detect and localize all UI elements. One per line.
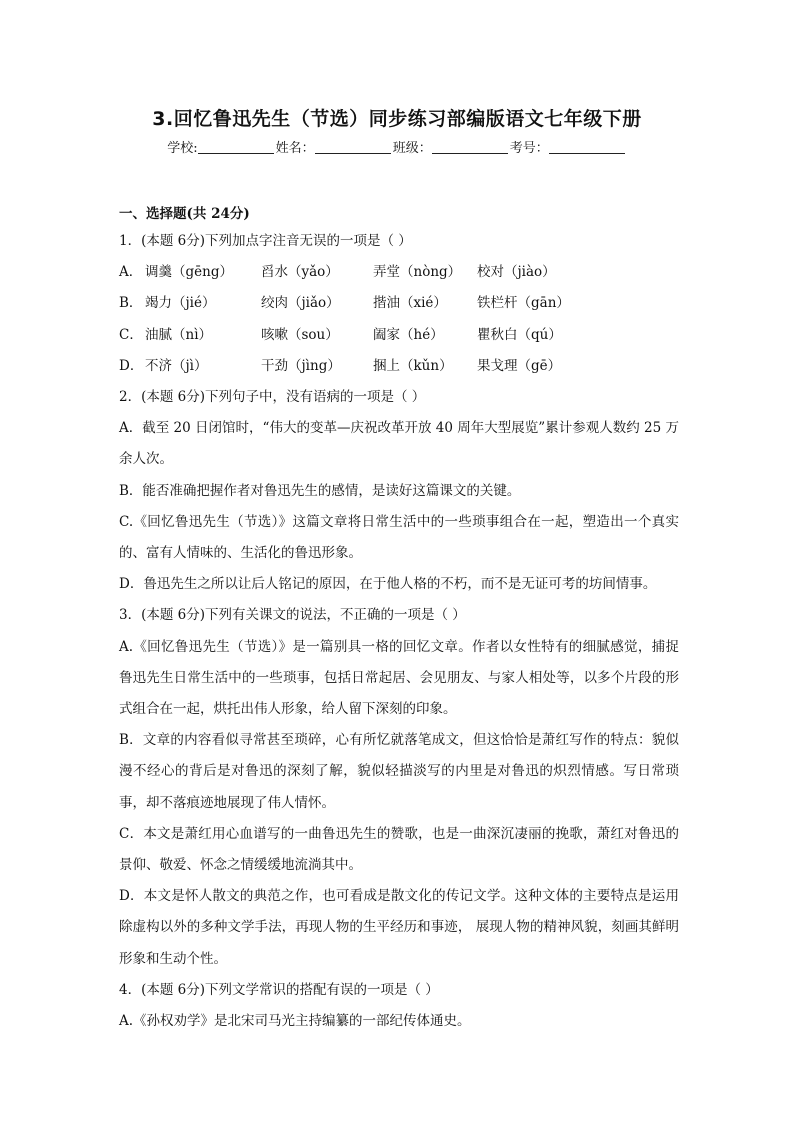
name-blank xyxy=(315,139,391,154)
option-item: 竭力（jié） xyxy=(145,295,216,312)
option-letter: D． xyxy=(119,357,144,374)
option-item: 揩油（xié） xyxy=(373,295,447,312)
option-item: 捆上（kǔn） xyxy=(373,357,453,374)
name-label: 姓名： xyxy=(275,141,315,156)
question-3-stem: 3．(本题 6分)下列有关课文的说法，不正确的一项是（ ） xyxy=(119,607,466,624)
option-item: 瞿秋白（qú） xyxy=(477,326,562,343)
question-4-option-a: A.《孙权劝学》是北宋司马光主持编纂的一部纪传体通史。 xyxy=(119,1012,471,1029)
number-blank xyxy=(549,139,625,154)
question-2-option-d: D．鲁迅先生之所以让后人铭记的原因，在于他人格的不朽，而不是无证可考的坊间情事。 xyxy=(119,576,657,593)
option-item: 油腻（nì） xyxy=(145,326,213,343)
option-letter: A． xyxy=(119,264,143,281)
question-content xyxy=(119,202,679,1037)
question-1-stem: 1．(本题 6分)下列加点字注音无误的一项是（ ） xyxy=(119,233,412,249)
option-letter: C． xyxy=(119,326,143,343)
class-blank xyxy=(432,139,508,154)
question-4-stem: 4．(本题 6分)下列文学常识的搭配有误的一项是（ ） xyxy=(119,981,439,998)
option-item: 绞肉（jiǎo） xyxy=(261,295,340,312)
question-1-option-d xyxy=(119,351,679,382)
option-item: 不济（jì） xyxy=(145,357,208,374)
class-label: 班级： xyxy=(392,141,432,156)
option-item: 舀水（yǎo） xyxy=(261,264,339,281)
question-3-option-c: C．本文是萧红用心血谱写的一曲鲁迅先生的赞歌，也是一曲深沉凄丽的挽歌，萧红对鲁迅的景仰、敬爱、怀念之情缓缓地流淌其中。 xyxy=(119,825,679,873)
section-heading: 一、选择题(共 24分) xyxy=(119,206,250,222)
school-blank xyxy=(198,139,274,154)
option-item: 干劲（jìng） xyxy=(261,357,341,374)
question-3-option-b: B．文章的内容看似寻常甚至琐碎，心有所忆就落笔成文，但这恰恰是萧红写作的特点：貌似漫不经心的背后是对鲁迅的深刻了解，貌似轻描淡写的内里是对鲁迅的炽烈情感。写日常琐事，却不落痕迹地展现了伟人情怀。 xyxy=(119,732,679,811)
page-title: 3.回忆鲁迅先生（节选）同步练习部编版语文七年级下册 xyxy=(152,108,642,130)
question-2-option-a: A．截至 20 日闭馆时，“伟大的变革—庆祝改革开放 40 周年大型展览”累计参观人数约 25 万余人次。 xyxy=(119,420,679,468)
option-item: 校对（jiào） xyxy=(477,264,556,281)
option-item: 果戈理（gē） xyxy=(477,357,562,374)
option-letter: B． xyxy=(119,295,143,312)
option-item: 铁栏杆（gān） xyxy=(477,295,570,312)
question-3-option-a: A.《回忆鲁迅先生（节选）》是一篇别具一格的回忆文章。作者以女性特有的细腻感觉，捕捉鲁迅先生日常生活中的一些琐事，包括日常起居、会见朋友、与家人相处等，以多个片段的形式组合在一起，烘托出伟人形象，给人留下深刻的印象。 xyxy=(119,638,679,717)
student-info-line xyxy=(0,137,794,156)
question-1-option-c xyxy=(119,320,679,351)
option-item: 弄堂（nòng） xyxy=(373,264,462,281)
question-2-option-c: C.《回忆鲁迅先生（节选）》这篇文章将日常生活中的一些琐事组合在一起，塑造出一个真实的、富有人情味的、生活化的鲁迅形象。 xyxy=(119,513,679,561)
option-item: 咳嗽（sou） xyxy=(261,326,339,343)
option-item: 阖家（hé） xyxy=(373,326,444,343)
option-item: 调羹（gēng） xyxy=(145,264,233,281)
question-1-option-a xyxy=(119,257,679,288)
school-label: 学校: xyxy=(167,141,198,156)
question-2-option-b: B．能否准确把握作者对鲁迅先生的感情，是读好这篇课文的关键。 xyxy=(119,482,521,499)
question-1-option-b xyxy=(119,288,679,319)
question-3-option-d: D．本文是怀人散文的典范之作，也可看成是散文化的传记文学。这种文体的主要特点是运用除虚构以外的多种文学手法，再现人物的生平经历和事迹， 展现人物的精神风貌，刻画其鲜明形象和生动个性。 xyxy=(119,888,679,967)
number-label: 考号： xyxy=(509,141,549,156)
question-2-stem: 2．(本题 6分)下列句子中，没有语病的一项是（ ） xyxy=(119,388,426,405)
